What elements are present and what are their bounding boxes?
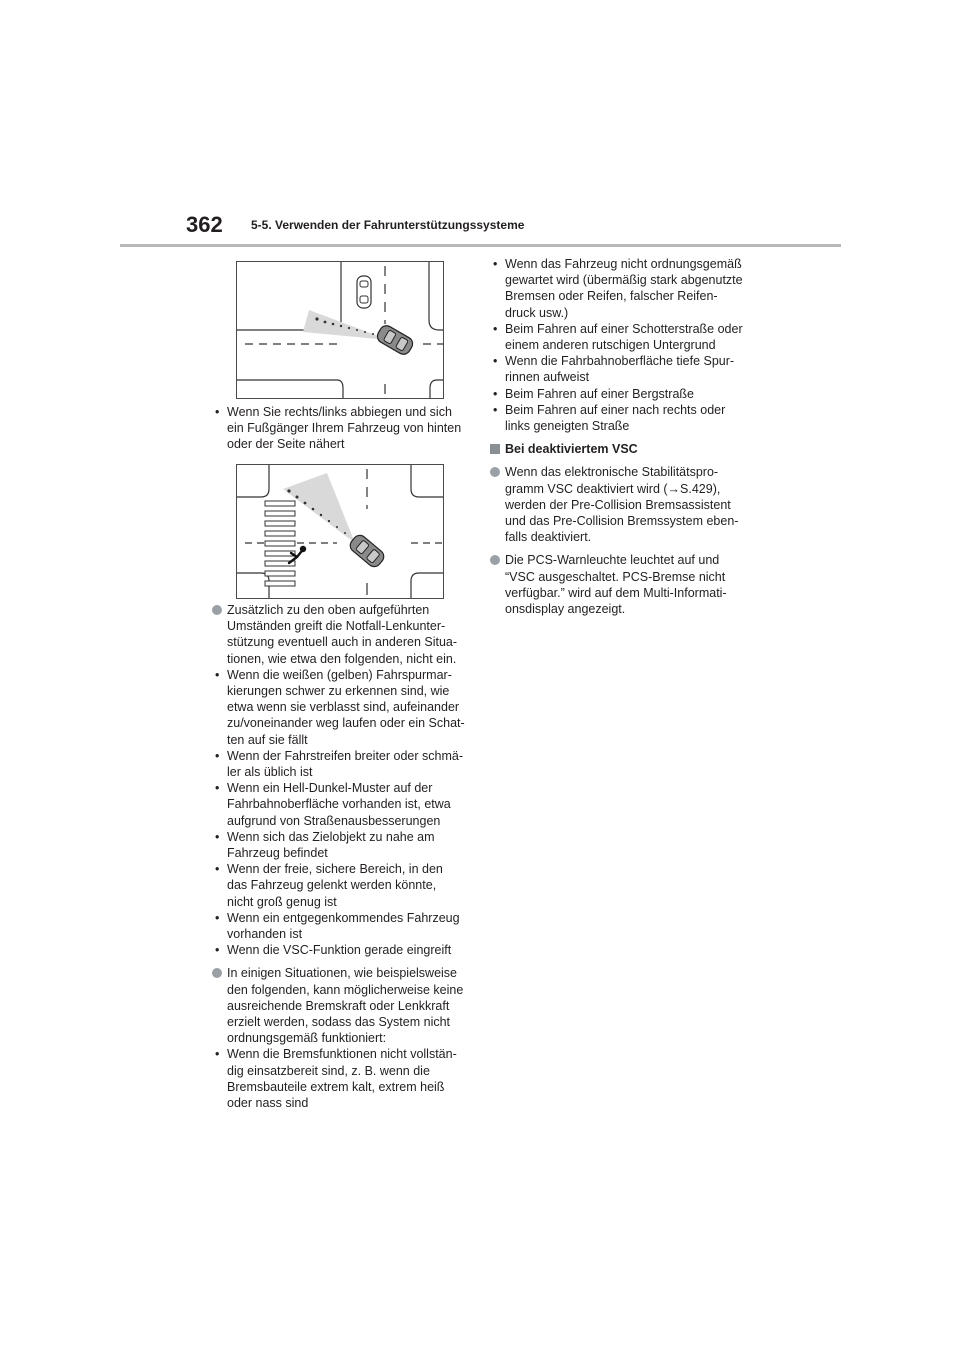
text-line: Beim Fahren auf einer nach rechts oder xyxy=(505,402,726,417)
condition-item xyxy=(490,256,760,321)
text-line: Bremsen oder Reifen, falscher Reifen- xyxy=(505,289,718,304)
text-line: Fahrzeug befindet xyxy=(227,846,328,861)
lamp-paragraph xyxy=(490,552,760,617)
text-line: Wenn das elektronische Stabilitätspro- xyxy=(505,465,719,480)
bullet-dot: • xyxy=(215,829,220,844)
section-title: 5-5. Verwenden der Fahrunterstützungssysteme xyxy=(251,218,525,232)
turn-line: Wenn Sie rechts/links abbiegen und sich xyxy=(227,405,452,419)
text-line: ler als üblich ist xyxy=(227,765,313,780)
text-line: Wenn ein Hell-Dunkel-Muster auf der xyxy=(227,781,433,796)
turn-scenario-figure xyxy=(236,261,444,399)
text-line: das Fahrzeug gelenkt werden könnte, xyxy=(227,878,437,893)
text-line: ausreichende Bremskraft oder Lenkkraft xyxy=(227,998,450,1013)
steering-item xyxy=(212,910,474,942)
circle-bullet-icon xyxy=(212,605,222,615)
text-line: gewartet wird (übermäßig stark abgenutzte xyxy=(505,273,743,288)
text-line: Fahrbahnoberfläche vorhanden ist, etwa xyxy=(227,797,451,812)
steering-paragraph xyxy=(212,602,474,667)
steering-item xyxy=(212,780,474,829)
text-line: onsdisplay angezeigt. xyxy=(505,602,626,617)
text-line: Wenn sich das Zielobjekt zu nahe am xyxy=(227,829,435,844)
text-line: Die PCS-Warnleuchte leuchtet auf und xyxy=(505,553,720,568)
text-line: kierungen schwer zu erkennen sind, wie xyxy=(227,684,450,699)
text-line: Wenn ein entgegenkommendes Fahrzeug xyxy=(227,910,460,925)
bullet-dot: • xyxy=(493,321,498,336)
bullet-dot: • xyxy=(215,781,220,796)
steering-item xyxy=(212,942,474,958)
turn-bullet xyxy=(212,404,472,453)
text-line: Wenn die weißen (gelben) Fahrspurmar- xyxy=(227,667,452,682)
bullet-dot: • xyxy=(493,354,498,369)
steering-item xyxy=(212,829,474,861)
condition-item xyxy=(490,402,760,434)
text-line: werden der Pre-Collision Bremsassistent xyxy=(505,497,731,512)
text-line: ordnungsgemäß funktioniert: xyxy=(227,1031,387,1046)
turn-scenario-illustration xyxy=(237,262,443,398)
text-line: oder nass sind xyxy=(227,1096,309,1111)
text-line: und das Pre-Collision Bremssystem eben- xyxy=(505,514,739,529)
text-line: nicht groß genug ist xyxy=(227,894,337,909)
bullet-dot: • xyxy=(215,667,220,682)
turn-line: oder der Seite nähert xyxy=(227,437,345,452)
condition-item xyxy=(490,386,760,402)
vsc-heading-text: Bei deaktiviertem VSC xyxy=(505,442,638,457)
circle-bullet-icon xyxy=(490,555,500,565)
text-line: Wenn der freie, sichere Bereich, in den xyxy=(227,862,443,877)
steering-item xyxy=(212,748,474,780)
circle-bullet-icon xyxy=(212,968,222,978)
text-line: In einigen Situationen, wie beispielsweise xyxy=(227,966,458,981)
left-column-lower xyxy=(212,602,474,1111)
text-line: stützung eventuell auch in anderen Situa- xyxy=(227,635,458,650)
condition-item xyxy=(490,321,760,353)
text-line: Zusätzlich zu den oben aufgeführten xyxy=(227,603,430,617)
text-line: vorhanden ist xyxy=(227,927,303,942)
bullet-dot: • xyxy=(215,748,220,763)
page-number: 362 xyxy=(186,212,223,237)
vsc-paragraph xyxy=(490,464,760,545)
text-line: Umständen greift die Notfall-Lenkunter- xyxy=(227,619,446,634)
text-line: Beim Fahren auf einer Schotterstraße oder xyxy=(505,321,743,336)
text-line: Wenn der Fahrstreifen breiter oder schmä- xyxy=(227,748,463,763)
text-line: Wenn die Fahrbahnoberfläche tiefe Spur- xyxy=(505,354,735,369)
text-line: Wenn die Bremsfunktionen nicht vollstän- xyxy=(227,1047,457,1062)
text-line: den folgenden, kann möglicherweise keine xyxy=(227,982,464,997)
text-line: “VSC ausgeschaltet. PCS-Bremse nicht xyxy=(505,569,726,584)
text-line: druck usw.) xyxy=(505,305,569,320)
bullet-dot: • xyxy=(215,862,220,877)
text-line: falls deaktiviert. xyxy=(505,530,592,545)
text-line: gramm VSC deaktiviert wird (→S.429), xyxy=(505,481,721,496)
text-line: rinnen aufweist xyxy=(505,370,590,385)
text-line: einem anderen rutschigen Untergrund xyxy=(505,338,716,353)
text-line: aufgrund von Straßenausbesserungen xyxy=(227,813,441,828)
bullet-dot: • xyxy=(215,405,220,419)
bullet-dot: • xyxy=(215,910,220,925)
turn-line: ein Fußgänger Ihrem Fahrzeug von hinten xyxy=(227,421,462,436)
text-line: Wenn die VSC-Funktion gerade eingreift xyxy=(227,943,452,958)
text-line: ten auf sie fällt xyxy=(227,732,308,747)
bullet-dot: • xyxy=(493,402,498,417)
steering-item xyxy=(212,861,474,910)
pedestrian-scenario-illustration xyxy=(237,465,443,598)
header-rule xyxy=(120,244,841,247)
text-line: Beim Fahren auf einer Bergstraße xyxy=(505,386,694,401)
bullet-dot: • xyxy=(215,1047,220,1062)
text-line: verfügbar.” wird auf dem Multi-Informati- xyxy=(505,585,727,600)
vsc-heading xyxy=(490,441,760,457)
text-line: zu/voneinander weg laufen oder ein Schat- xyxy=(227,716,465,731)
text-line: erzielt werden, sodass das System nicht xyxy=(227,1015,451,1030)
text-line: Bremsbauteile extrem kalt, extrem heiß xyxy=(227,1079,445,1094)
right-column xyxy=(490,256,760,617)
text-line: tionen, wie etwa den folgenden, nicht ein. xyxy=(227,651,457,666)
steering-item xyxy=(212,667,474,748)
square-bullet-icon xyxy=(490,444,500,454)
braking-paragraph xyxy=(212,965,474,1046)
bullet-dot: • xyxy=(493,257,498,271)
text-line: links geneigten Straße xyxy=(505,419,630,434)
text-line: Wenn das Fahrzeug nicht ordnungsgemäß xyxy=(505,257,742,271)
pedestrian-scenario-figure xyxy=(236,464,444,599)
braking-item xyxy=(212,1046,474,1111)
text-line: dig einsatzbereit sind, z. B. wenn die xyxy=(227,1063,430,1078)
bullet-dot: • xyxy=(493,386,498,401)
text-line: etwa wenn sie verblasst sind, aufeinander xyxy=(227,700,460,715)
condition-item xyxy=(490,353,760,385)
bullet-dot: • xyxy=(215,943,220,958)
left-column-upper xyxy=(212,404,472,453)
circle-bullet-icon xyxy=(490,467,500,477)
